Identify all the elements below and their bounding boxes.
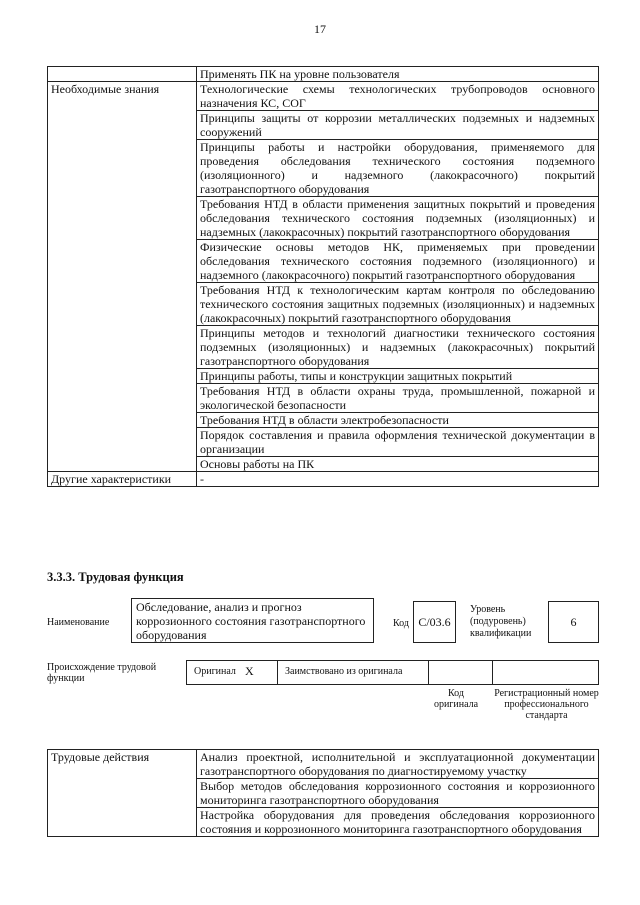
- table-row: [48, 67, 599, 82]
- row-value: Принципы защиты от коррозии металлических подземных и надземных сооружений: [197, 111, 599, 140]
- work-actions-table: [47, 749, 599, 837]
- row-value: Технологические схемы технологических трубопроводов основного назначения КС, СОГ: [197, 82, 599, 111]
- row-value: Принципы методов и технологий диагностики технического состояния подземных (изоляционных) и надземных (лакокрасочных) покрытий газотранспортного оборудования: [197, 326, 599, 369]
- row-label: Необходимые знания: [48, 82, 197, 472]
- level-label: Уровень (подуровень) квалификации: [470, 604, 532, 639]
- function-name: Обследование, анализ и прогноз коррозионного состояния газотранспортного оборудования: [131, 598, 374, 643]
- knowledge-table: [47, 66, 599, 487]
- row-label: Другие характеристики: [48, 472, 197, 487]
- row-value: Выбор методов обследования коррозионного состояния и коррозионного мониторинга газотранспортного оборудования: [197, 779, 599, 808]
- row-value: Анализ проектной, исполнительной и эксплуатационной документации газотранспортного оборудования по диагностируемому участку: [197, 750, 599, 779]
- row-value: -: [197, 472, 599, 487]
- borrowed-label: Заимствовано из оригинала: [285, 666, 403, 677]
- row-value: Настройка оборудования для проведения обследования коррозионного состояния и коррозионного мониторинга газотранспортного оборудования: [197, 808, 599, 837]
- table-row: [48, 472, 599, 487]
- table-row: [48, 82, 599, 111]
- row-value: Требования НТД в области применения защитных покрытий и проведения обследования технического состояния подземных (изоляционных) и надземных (лакокрасочных) покрытий газотранспортного оборудования: [197, 197, 599, 240]
- row-value: Применять ПК на уровне пользователя: [197, 67, 599, 82]
- row-value: Принципы работы, типы и конструкции защитных покрытий: [197, 369, 599, 384]
- qualification-level: 6: [548, 601, 599, 643]
- row-value: Порядок составления и правила оформления технической документации в организации: [197, 428, 599, 457]
- function-code: C/03.6: [413, 601, 456, 643]
- original-mark: X: [245, 664, 254, 678]
- name-label: Наименование: [47, 617, 110, 628]
- original-label: Оригинал: [194, 666, 236, 677]
- divider: [277, 661, 278, 684]
- section-heading: 3.3.3. Трудовая функция: [47, 570, 184, 584]
- row-value: Основы работы на ПК: [197, 457, 599, 472]
- origin-label: Происхождение трудовой функции: [47, 662, 157, 684]
- table-row: [48, 750, 599, 779]
- row-label: Трудовые действия: [48, 750, 197, 837]
- code-label: Код: [393, 618, 409, 629]
- page-number: 17: [314, 22, 326, 36]
- row-value: Требования НТД к технологическим картам контроля по обследованию технического состояния защитных подземных (изоляционных) и надземных (лакокрасочных) покрытий газотранспортного оборудования: [197, 283, 599, 326]
- row-value: Физические основы методов НК, применяемых при проведении обследования технического состояния подземного (изоляционного) и надземного (лакокрасочного) покрытий газотранспортного оборудования: [197, 240, 599, 283]
- row-value: Принципы работы и настройки оборудования, применяемого для проведения обследования технического состояния подземного (изоляционного) и надземного (лакокрасочного) покрытий газотранспортного оборудования: [197, 140, 599, 197]
- divider: [428, 661, 429, 684]
- divider: [492, 661, 493, 684]
- registration-caption: Регистрационный номер профессионального стандарта: [494, 688, 599, 721]
- row-value: Требования НТД в области электробезопасности: [197, 413, 599, 428]
- row-label: [48, 67, 197, 82]
- row-value: Требования НТД в области охраны труда, промышленной, пожарной и экологической безопасности: [197, 384, 599, 413]
- code-caption: Код оригинала: [433, 688, 479, 710]
- origin-box: [186, 660, 599, 685]
